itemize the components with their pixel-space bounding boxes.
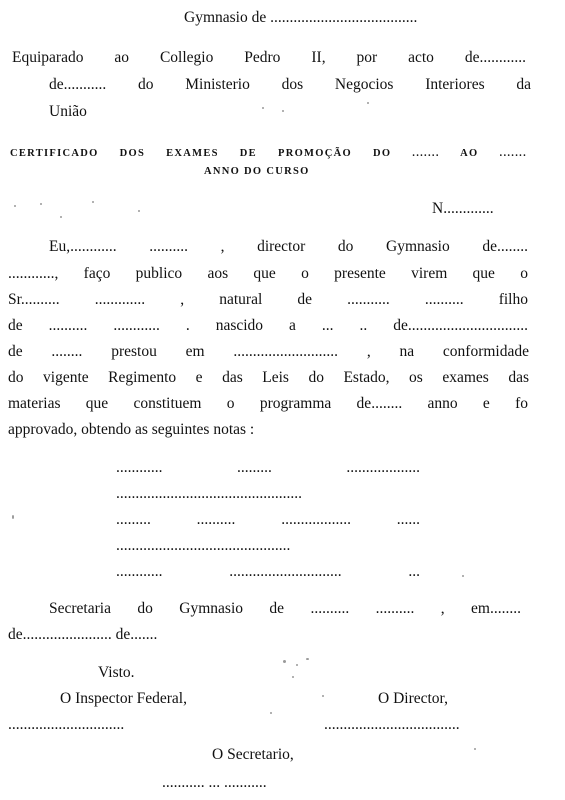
secretary-signature-line: ........... ... ........... <box>162 774 267 791</box>
grade-line: ................................................ <box>116 485 302 502</box>
closing-line-1: Secretaria do Gymnasio de .......... .......... , em........ <box>49 600 521 617</box>
inspector-title: O Inspector Federal, <box>60 690 187 707</box>
inspector-signature-line: .............................. <box>8 716 125 733</box>
scan-speck <box>283 660 286 663</box>
grade-line: ............ ......... ................... <box>116 459 420 476</box>
grade-line: ............................................. <box>116 537 291 554</box>
scan-speck <box>282 110 284 112</box>
scan-speck <box>262 107 264 109</box>
closing-line-2: de....................... de....... <box>8 626 158 643</box>
gymnasio-header: Gymnasio de ...................................... <box>184 9 418 26</box>
scan-speck <box>40 203 42 205</box>
scan-speck <box>138 210 140 212</box>
scan-speck <box>474 748 476 750</box>
scan-speck <box>462 575 464 577</box>
visto-label: Visto. <box>98 664 135 681</box>
scan-speck <box>14 205 16 207</box>
body-line-8: approvado, obtendo as seguintes notas : <box>8 421 255 438</box>
body-line-2: ............, faço publico aos que o presente virem que o <box>8 265 528 282</box>
certificate-number: N............. <box>432 200 494 217</box>
scan-speck <box>270 712 272 714</box>
scan-speck <box>296 664 298 666</box>
body-line-7: materias que constituem o programma de........ anno e fo <box>8 395 528 412</box>
scan-speck <box>60 216 62 218</box>
certificate-subtitle: ANNO DO CURSO <box>204 166 310 177</box>
certificate-title: CERTIFICADO DOS EXAMES DE PROMOÇÃO DO ....... AO ....... <box>10 148 527 159</box>
scan-speck <box>322 695 324 697</box>
director-title: O Director, <box>378 690 448 707</box>
scan-speck <box>292 676 294 678</box>
body-line-1: Eu,............ .......... , director do Gymnasio de........ <box>49 238 528 255</box>
secretary-title: O Secretario, <box>212 746 294 763</box>
body-line-6: do vigente Regimento e das Leis do Estado, os exames das <box>8 369 529 386</box>
scan-speck <box>367 102 369 104</box>
scan-speck <box>92 201 94 203</box>
scan-speck <box>306 658 309 660</box>
body-line-4: de .......... ............ . nascido a ... .. de............................... <box>8 317 528 334</box>
director-signature-line: ................................... <box>324 716 460 733</box>
body-line-5: de ........ prestou em ........................... , na conformidade <box>8 343 529 360</box>
body-line-3: Sr.......... ............. , natural de ........... .......... filho <box>8 291 528 308</box>
grade-line: ............ ............................. ... <box>116 563 420 580</box>
uniao-line: União <box>49 103 87 120</box>
ministerio-line: de........... do Ministerio dos Negocios Interiores da <box>49 76 531 93</box>
grade-line: ......... .......... .................. ...... <box>116 511 420 528</box>
scan-speck <box>12 515 14 519</box>
equiparado-line: Equiparado ao Collegio Pedro II, por acto de............ <box>12 49 526 66</box>
